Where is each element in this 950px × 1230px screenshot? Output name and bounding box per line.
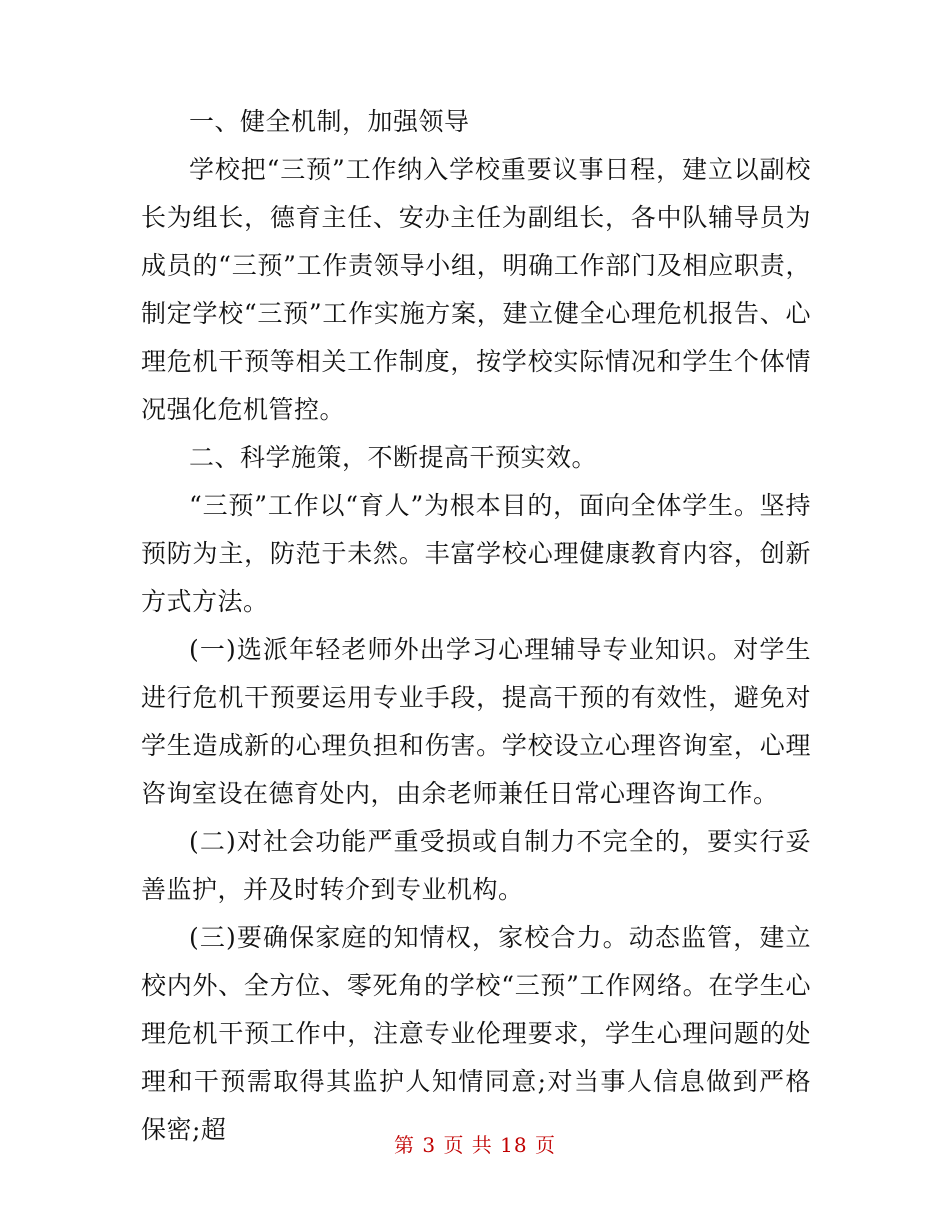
paragraph-item-3: (三)要确保家庭的知情权，家校合力。动态监管，建立校内外、全方位、零死角的学校“三预”工作网络。在学生心理危机干预工作中，注意专业伦理要求，学生心理问题的处理和干预需取得其监护人知情同意;对当事人信息做到严格保密;超 bbox=[141, 923, 811, 1144]
paragraph-item-2: (二)对社会功能严重受损或自制力不完全的，要实行妥善监护，并及时转介到专业机构。 bbox=[141, 827, 811, 904]
page-number-footer: 第 3 页 共 18 页 bbox=[394, 1133, 556, 1157]
document-body bbox=[141, 98, 811, 1154]
paragraph-leadership: 学校把“三预”工作纳入学校重要议事日程，建立以副校长为组长，德育主任、安办主任为副组长，各中队辅导员为成员的“三预”工作责领导小组，明确工作部门及相应职责，制定学校“三预”工作实施方案，建立健全心理危机报告、心理危机干预等相关工作制度，按学校实际情况和学生个体情况强化危机管控。 bbox=[141, 155, 811, 424]
section-heading-1: 一、健全机制，加强领导 bbox=[189, 107, 470, 136]
section-heading-2: 二、科学施策，不断提高干预实效。 bbox=[189, 443, 598, 472]
paragraph-intro: “三预”工作以“育人”为根本目的，面向全体学生。坚持预防为主，防范于未然。丰富学校心理健康教育内容，创新方式方法。 bbox=[141, 491, 811, 616]
paragraph-item-1: (一)选派年轻老师外出学习心理辅导专业知识。对学生进行危机干预要运用专业手段，提高干预的有效性，避免对学生造成新的心理负担和伤害。学校设立心理咨询室，心理咨询室设在德育处内，由余老师兼任日常心理咨询工作。 bbox=[141, 635, 811, 808]
